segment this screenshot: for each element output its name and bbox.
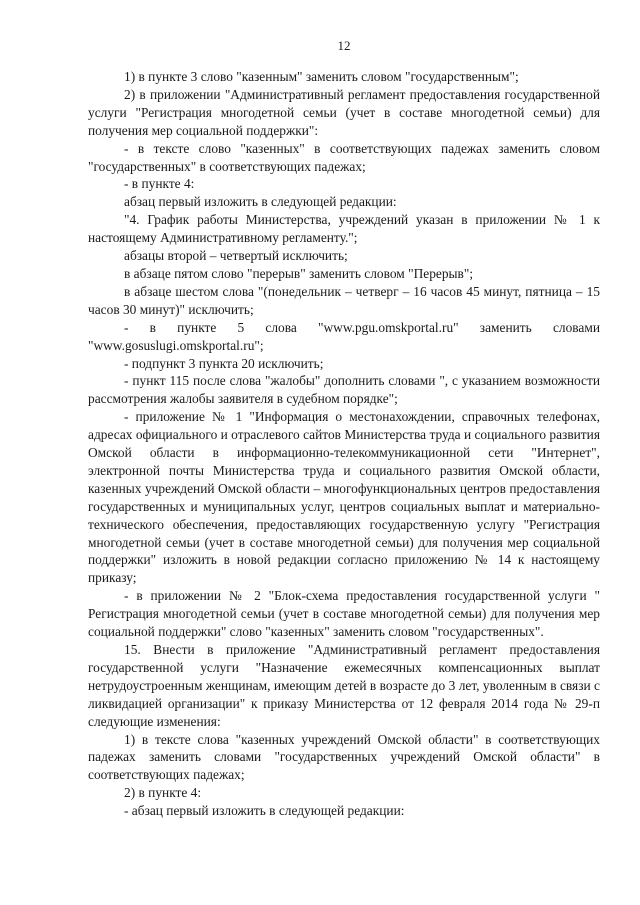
paragraph: - в пункте 5 слова "www.pgu.omskportal.ru" заменить словами "www.gosuslugi.omskportal.ru"; [88, 319, 600, 353]
page-number: 12 [337, 38, 351, 53]
paragraph: в абзаце шестом слова "(понедельник – четверг – 16 часов 45 минут, пятница – 15 часов 30 минут)" исключить; [88, 283, 600, 317]
paragraph: "4. График работы Министерства, учреждений указан в приложении № 1 к настоящему Административному регламенту."; [88, 212, 600, 246]
paragraph: 1) в тексте слова "казенных учреждений Омской области" в соответствующих падежах заменить словами "государственных учреждений Омской области" в соответствующих падежах; [88, 731, 600, 783]
paragraph: - приложение № 1 "Информация о местонахождении, справочных телефонах, адресах официального и отраслевого сайтов Министерства труда и социального развития Омской области в информационно-телекоммуникационной сети "Интернет", электронной почты Министерства труда и социального развития Омской области, казенных учреждений Омской области – многофункциональных центров предоставления государственных и муниципальных услуг, центров социальных выплат и материально-технического обеспечения, предоставляющих государственную услугу "Регистрация многодетной семьи (учет в составе многодетной семьи) для получения мер социальной поддержки" изложить в новой редакции согласно приложению № 14 к настоящему приказу; [88, 409, 600, 586]
paragraph: 2) в приложении "Административный регламент предоставления государственной услуги "Регистрация многодетной семьи (учет в составе многодетной семьи) для получения мер социальной поддержки": [88, 86, 600, 138]
paragraph: в абзаце пятом слово "перерыв" заменить словом "Перерыв"; [124, 265, 474, 281]
paragraph: 1) в пункте 3 слово "казенным" заменить словом "государственным"; [124, 69, 519, 84]
document-body [88, 68, 600, 820]
paragraph: 15. Внести в приложение "Административный регламент предоставления государственной услуги "Назначение ежемесячных компенсационных выплат нетрудоустроенным женщинам, имеющим детей в возрасте до 3 лет, уволенным в связи с ликвидацией организации" к приказу Министерства от 12 февраля 2014 года № 29-п следующие изменения: [88, 642, 600, 729]
paragraph: 2) в пункте 4: [124, 785, 202, 801]
paragraph: - подпункт 3 пункта 20 исключить; [124, 355, 324, 371]
paragraph: - абзац первый изложить в следующей редакции: [124, 803, 405, 819]
paragraph: - пункт 115 после слова "жалобы" дополнить словами ", с указанием возможности рассмотрения жалобы заявителя в судебном порядке"; [88, 373, 600, 407]
paragraph: - в пункте 4: [124, 176, 195, 192]
paragraph: - в тексте слово "казенных" в соответствующих падежах заменить словом "государственных" в соответствующих падежах; [88, 140, 600, 174]
paragraph: абзацы второй – четвертый исключить; [124, 248, 348, 264]
paragraph: - в приложении № 2 "Блок-схема предоставления государственной услуги " Регистрация многодетной семьи (учет в составе многодетной семьи) для получения мер социальной поддержки" слово "казенных" заменить словом "государственных". [88, 588, 600, 640]
paragraph: абзац первый изложить в следующей редакции: [124, 194, 397, 210]
